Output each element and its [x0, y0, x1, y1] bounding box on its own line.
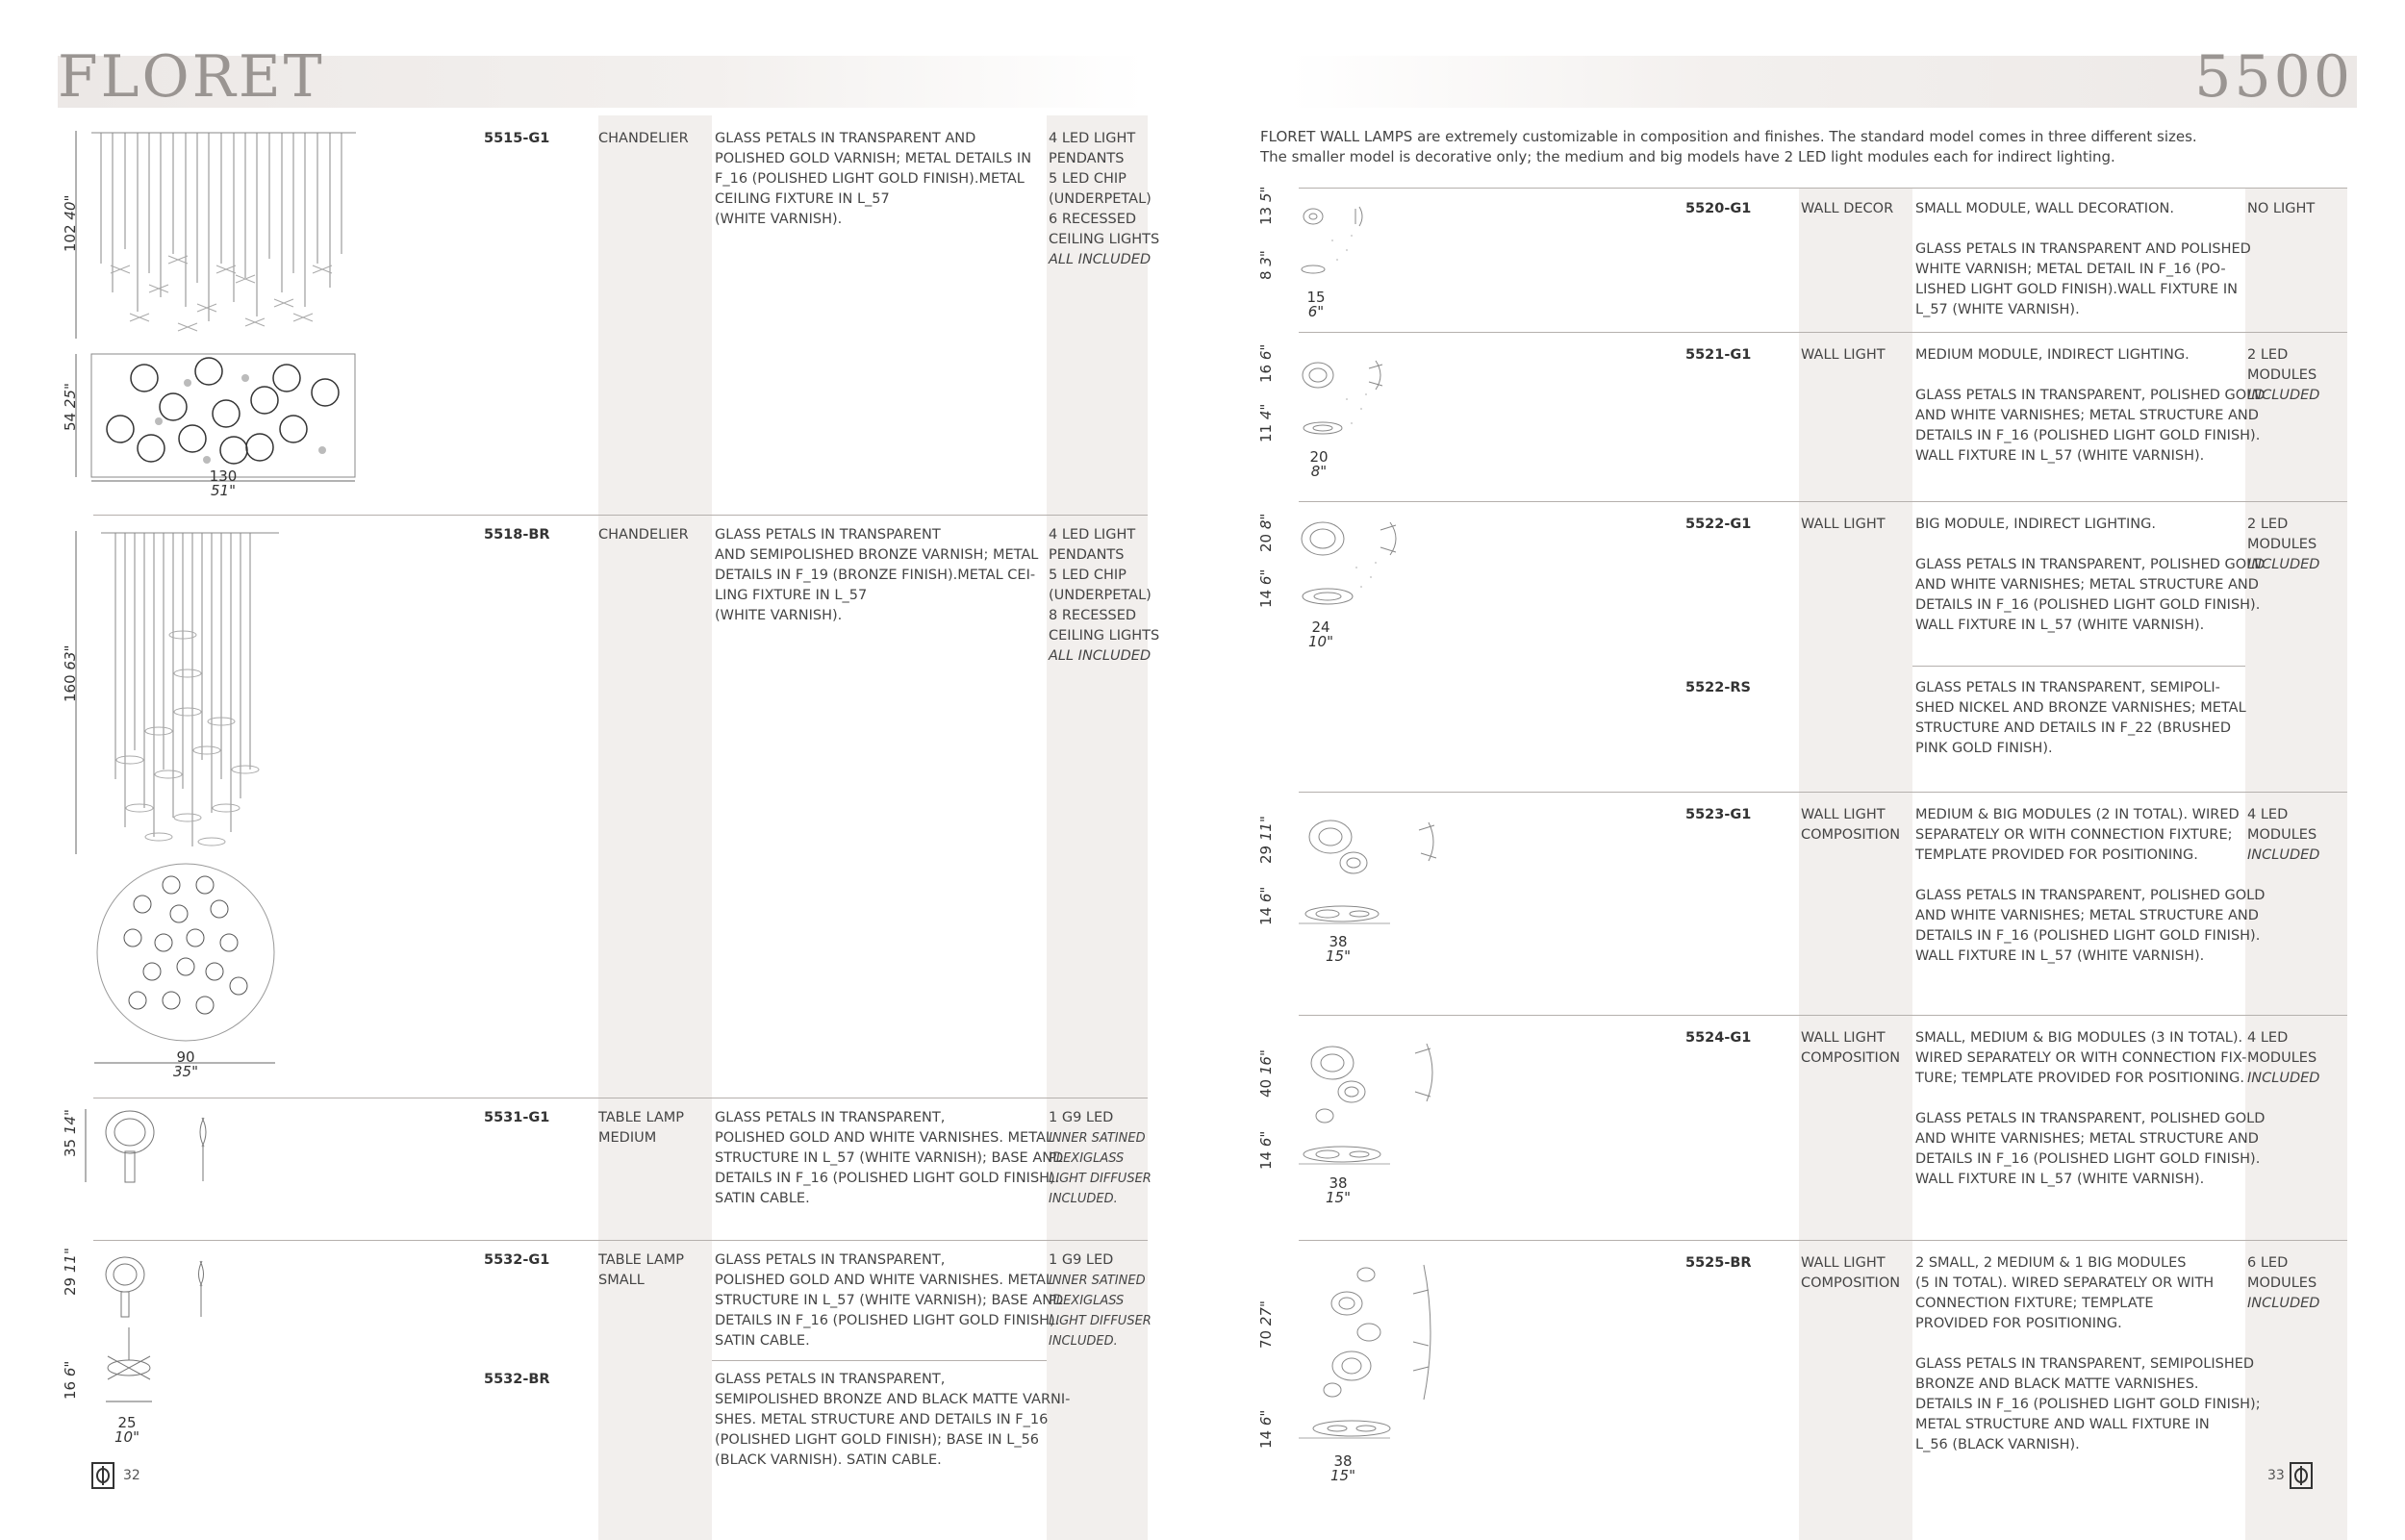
light-spec [1049, 525, 1159, 667]
light-source: 4 LED MODULES [2247, 1030, 2317, 1066]
light-spec [2247, 345, 2319, 406]
product-description: SMALL MODULE, WALL DECORATION. GLASS PETALS IN TRANSPARENT AND POLISHED WHITE VARNISH; METAL DETAIL IN F_16 (PO- LISHED LIGHT GOLD FINISH).WALL FIXTURE IN L_57 (WHITE VARNISH). [1915, 201, 2251, 317]
product-description: GLASS PETALS IN TRANSPARENT AND POLISHED GOLD VARNISH; METAL DETAILS IN F_16 (POLISHED LIGHT GOLD FINISH).METAL CEILING FIXTURE IN L_57 (WHITE VARNISH). [715, 131, 1032, 227]
product-code: 5522-RS [1685, 680, 1751, 695]
dimension-height: 40 16" [1257, 1049, 1275, 1098]
dimension-width: 90 35" [173, 1048, 198, 1080]
light-source: 4 LED LIGHT PENDANTS 5 LED CHIP (UNDERPETAL) 8 RECESSED CEILING LIGHTS [1049, 527, 1160, 644]
dimension-depth: 11 4" [1257, 403, 1275, 442]
page-number-left: 32 [123, 1468, 140, 1483]
collection-title: FLORET [58, 43, 325, 111]
dimension-width: 130 51" [209, 467, 238, 499]
product-type: CHANDELIER [598, 527, 689, 543]
dimension-line [83, 1109, 89, 1182]
table-lamp-5532-top-drawing [98, 1327, 165, 1395]
dimension-width: 38 15" [1330, 1452, 1355, 1484]
light-source: 2 LED MODULES [2247, 347, 2317, 383]
dimension-height: 29 11" [62, 1248, 79, 1296]
dimension-depth: 14 6" [1257, 1130, 1275, 1170]
row-divider [1299, 1015, 2347, 1016]
intro-line-2: The smaller model is decorative only; the medium and big models have 2 LED light modules each for indirect lighting. [1260, 148, 2115, 165]
wall-light-5522-drawing [1294, 515, 1419, 630]
row-divider [1299, 792, 2347, 793]
sub-row-divider [712, 1360, 1047, 1361]
row-divider [93, 515, 1148, 516]
product-code: 5518-BR [484, 527, 550, 543]
light-spec [2247, 1028, 2319, 1089]
light-note: INNER SATINED PLEXIGLASS LIGHT DIFFUSER INCLUDED. [1049, 1131, 1152, 1206]
light-source: 2 LED MODULES [2247, 517, 2317, 552]
light-note: ALL INCLUDED [1049, 252, 1152, 267]
light-spec [2247, 805, 2319, 866]
wall-light-composition-5525-drawing [1294, 1255, 1448, 1467]
table-lamp-5531-drawing [96, 1108, 269, 1185]
dimension-height: 13 5" [1257, 186, 1275, 225]
product-type: WALL LIGHT COMPOSITION [1801, 1255, 1901, 1291]
intro-line-1: FLORET WALL LAMPS are extremely customizable in composition and finishes. The standard model comes in three different sizes. [1260, 128, 2197, 145]
product-description: GLASS PETALS IN TRANSPARENT AND SEMIPOLISHED BRONZE VARNISH; METAL DETAILS IN F_19 (BRONZE FINISH).METAL CEI- LING FIXTURE IN L_57 (WHITE VARNISH). [715, 527, 1039, 623]
table-lamp-5532-drawing [96, 1253, 269, 1321]
light-note: INCLUDED [2247, 388, 2320, 403]
dimension-depth: 54 25" [62, 383, 79, 431]
product-type: WALL LIGHT [1801, 347, 1886, 363]
light-source: 1 G9 LED [1049, 1110, 1114, 1125]
row-divider [93, 1240, 1148, 1241]
dimension-width: 24 10" [1308, 619, 1333, 650]
light-note: INCLUDED [2247, 557, 2320, 572]
dimension-height: 16 6" [1257, 343, 1275, 383]
dimension-width: 25 10" [114, 1414, 139, 1446]
dimension-depth: 16 6" [62, 1360, 79, 1400]
dimension-depth: 14 6" [1257, 568, 1275, 608]
type-column-shade [598, 115, 712, 1540]
product-description: GLASS PETALS IN TRANSPARENT, SEMIPOLI- SHED NICKEL AND BRONZE VARNISHES; METAL STRUCTURE AND DETAILS IN F_22 (BRUSHED PINK GOLD FINISH). [1915, 680, 2246, 756]
dimension-depth: 14 6" [1257, 1409, 1275, 1449]
light-spec [2247, 1253, 2319, 1314]
type-column-shade [1799, 189, 1912, 1540]
dimension-line [106, 1399, 154, 1404]
dimension-width: 38 15" [1326, 1174, 1351, 1206]
wall-light-5521-drawing [1294, 351, 1409, 457]
dimension-height: 35 14" [62, 1109, 79, 1157]
light-spec: NO LIGHT [2247, 201, 2316, 216]
light-source: 1 G9 LED [1049, 1252, 1114, 1268]
light-source: 4 LED MODULES [2247, 807, 2317, 843]
light-note: INCLUDED [2247, 1071, 2320, 1086]
dimension-height: 29 11" [1257, 816, 1275, 864]
product-code: 5525-BR [1685, 1255, 1752, 1271]
product-description: BIG MODULE, INDIRECT LIGHTING. GLASS PETALS IN TRANSPARENT, POLISHED GOLD AND WHITE VARNISHES; METAL STRUCTURE AND DETAILS IN F_16 (POLISHED LIGHT GOLD FINISH). WALL FIXTURE IN L_57 (WHITE VARNISH). [1915, 517, 2266, 633]
product-description: 2 SMALL, 2 MEDIUM & 1 BIG MODULES (5 IN TOTAL). WIRED SEPARATELY OR WITH CONNECTION FIXTURE; TEMPLATE PROVIDED FOR POSITIONING. GLASS PETALS IN TRANSPARENT, SEMIPOLISHED BRONZE AND BLACK MATTE VARNISHES. DETAILS IN F_16 (POLISHED LIGHT GOLD FINISH); METAL STRUCTURE AND WALL FIXTURE IN L_56 (BLACK VARNISH). [1915, 1255, 2261, 1452]
product-code: 5531-G1 [484, 1110, 550, 1125]
dimension-depth: 14 6" [1257, 886, 1275, 925]
light-spec [1049, 129, 1159, 270]
dimension-height: 20 8" [1257, 513, 1275, 552]
light-source: 6 LED MODULES [2247, 1255, 2317, 1291]
product-type: WALL LIGHT [1801, 517, 1886, 532]
chandelier-5515-elevation-drawing [91, 129, 361, 341]
wall-light-composition-5524-drawing [1294, 1034, 1448, 1188]
product-description: SMALL, MEDIUM & BIG MODULES (3 IN TOTAL). WIRED SEPARATELY OR WITH CONNECTION FIX- TURE; TEMPLATE PROVIDED FOR POSITIONING. GLASS PETALS IN TRANSPARENT, POLISHED GOLD AND WHITE VARNISHES; METAL STRUCTURE AND DETAILS IN F_16 (POLISHED LIGHT GOLD FINISH). WALL FIXTURE IN L_57 (WHITE VARNISH). [1915, 1030, 2266, 1187]
product-type: WALL LIGHT COMPOSITION [1801, 807, 1901, 843]
row-divider [1299, 188, 2347, 189]
product-code: 5523-G1 [1685, 807, 1752, 822]
chandelier-5515-plan-drawing [91, 354, 356, 479]
product-description: GLASS PETALS IN TRANSPARENT, SEMIPOLISHED BRONZE AND BLACK MATTE VARNI- SHES. METAL STRUCTURE AND DETAILS IN F_16 (POLISHED LIGHT GOLD FINISH); BASE IN L_56 (BLACK VARNISH). SATIN CABLE. [715, 1372, 1071, 1468]
dimension-line [73, 531, 79, 854]
light-note: INCLUDED [2247, 847, 2320, 863]
sub-row-divider [1912, 666, 2245, 667]
product-type: TABLE LAMP MEDIUM [598, 1110, 685, 1146]
collection-number: 5500 [2194, 43, 2353, 111]
product-code: 5515-G1 [484, 131, 550, 146]
light-spec [1049, 1108, 1152, 1209]
dimension-height: 70 27" [1257, 1300, 1275, 1349]
light-spec [2247, 515, 2319, 575]
product-type: WALL DECOR [1801, 201, 1894, 216]
light-note: INNER SATINED PLEXIGLASS LIGHT DIFFUSER INCLUDED. [1049, 1274, 1152, 1349]
dimension-height: 102 40" [62, 194, 79, 252]
product-code: 5532-G1 [484, 1252, 550, 1268]
product-code: 5532-BR [484, 1372, 550, 1387]
chandelier-5518-plan-drawing [94, 861, 277, 1044]
light-note: ALL INCLUDED [1049, 648, 1152, 664]
dimension-height: 160 63" [62, 644, 79, 702]
product-type: TABLE LAMP SMALL [598, 1252, 685, 1288]
light-spec [1049, 1250, 1152, 1351]
light-source: 4 LED LIGHT PENDANTS 5 LED CHIP (UNDERPETAL) 6 RECESSED CEILING LIGHTS [1049, 131, 1160, 247]
dimension-width: 38 15" [1326, 933, 1351, 965]
product-description: GLASS PETALS IN TRANSPARENT, POLISHED GOLD AND WHITE VARNISHES. METAL STRUCTURE IN L_57 (WHITE VARNISH); BASE AND DETAILS IN F_16 (POLISHED LIGHT GOLD FINISH). SATIN CABLE. [715, 1110, 1064, 1206]
row-divider [1299, 332, 2347, 333]
row-divider [1299, 501, 2347, 502]
product-description: MEDIUM & BIG MODULES (2 IN TOTAL). WIRED SEPARATELY OR WITH CONNECTION FIXTURE; TEMPLATE PROVIDED FOR POSITIONING. GLASS PETALS IN TRANSPARENT, POLISHED GOLD AND WHITE VARNISHES; METAL STRUCTURE AND DETAILS IN F_16 (POLISHED LIGHT GOLD FINISH). WALL FIXTURE IN L_57 (WHITE VARNISH). [1915, 807, 2266, 964]
product-code: 5520-G1 [1685, 201, 1752, 216]
chandelier-5518-elevation-drawing [91, 529, 284, 856]
row-divider [1299, 1240, 2347, 1241]
light-note: INCLUDED [2247, 1296, 2320, 1311]
dimension-width: 15 6" [1306, 289, 1326, 320]
dimension-width: 20 8" [1309, 448, 1329, 480]
product-type: WALL LIGHT COMPOSITION [1801, 1030, 1901, 1066]
wall-light-composition-5523-drawing [1294, 813, 1448, 938]
product-type: CHANDELIER [598, 131, 689, 146]
product-code: 5522-G1 [1685, 517, 1752, 532]
product-description: GLASS PETALS IN TRANSPARENT, POLISHED GOLD AND WHITE VARNISHES. METAL STRUCTURE IN L_57 (WHITE VARNISH); BASE AND DETAILS IN F_16 (POLISHED LIGHT GOLD FINISH). SATIN CABLE. [715, 1252, 1064, 1349]
dimension-line [73, 131, 79, 339]
product-code: 5521-G1 [1685, 347, 1752, 363]
page-number-right: 33 [2267, 1468, 2285, 1483]
dimension-depth: 8 3" [1257, 250, 1275, 280]
product-code: 5524-G1 [1685, 1030, 1752, 1046]
product-description: MEDIUM MODULE, INDIRECT LIGHTING. GLASS PETALS IN TRANSPARENT, POLISHED GOLD AND WHITE VARNISHES; METAL STRUCTURE AND DETAILS IN F_16 (POLISHED LIGHT GOLD FINISH). WALL FIXTURE IN L_57 (WHITE VARNISH). [1915, 347, 2266, 464]
brand-logo-icon [91, 1462, 114, 1489]
brand-logo-icon [2290, 1462, 2313, 1489]
dimension-line [73, 354, 79, 477]
